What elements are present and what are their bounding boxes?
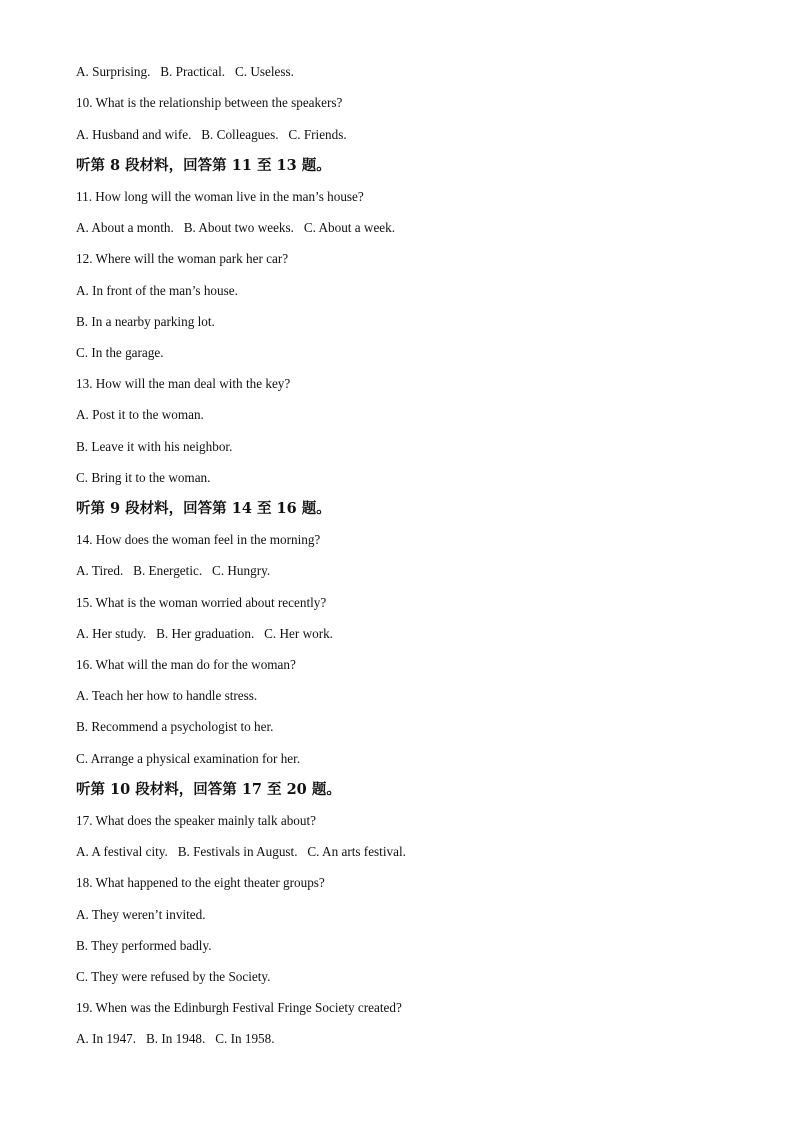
q15-options: A. Her study. B. Her graduation. C. Her work. — [76, 626, 333, 641]
q18-option-a: A. They weren’t invited. — [76, 907, 206, 922]
q18-question: 18. What happened to the eight theater groups? — [76, 875, 325, 890]
q16-question: 16. What will the man do for the woman? — [76, 657, 296, 672]
q16-option-a: A. Teach her how to handle stress. — [76, 688, 258, 703]
q18-option-c: C. They were refused by the Society. — [76, 969, 271, 984]
q11-question: 11. How long will the woman live in the man’s house? — [76, 189, 364, 204]
q17-question: 17. What does the speaker mainly talk about? — [76, 813, 316, 828]
q9-options: A. Surprising. B. Practical. C. Useless. — [76, 64, 294, 79]
q16-option-c: C. Arrange a physical examination for her. — [76, 751, 301, 766]
section-9-heading: 听第 9 段材料，回答第 14 至 16 题。 — [76, 500, 331, 517]
q12-option-b: B. In a nearby parking lot. — [76, 314, 215, 329]
q19-options: A. In 1947. B. In 1948. C. In 1958. — [76, 1031, 275, 1046]
q10-options: A. Husband and wife. B. Colleagues. C. Friends. — [76, 127, 347, 142]
q17-options: A. A festival city. B. Festivals in August. C. An arts festival. — [76, 844, 406, 859]
q12-question: 12. Where will the woman park her car? — [76, 251, 289, 266]
q12-option-c: C. In the garage. — [76, 345, 164, 360]
q13-option-b: B. Leave it with his neighbor. — [76, 439, 233, 454]
q13-option-a: A. Post it to the woman. — [76, 407, 204, 422]
q14-question: 14. How does the woman feel in the morning? — [76, 532, 321, 547]
section-10-heading: 听第 10 段材料，回答第 17 至 20 题。 — [76, 781, 341, 798]
q14-options: A. Tired. B. Energetic. C. Hungry. — [76, 563, 271, 578]
q18-option-b: B. They performed badly. — [76, 938, 212, 953]
q19-question: 19. When was the Edinburgh Festival Fringe Society created? — [76, 1000, 402, 1015]
section-8-heading: 听第 8 段材料，回答第 11 至 13 题。 — [76, 157, 331, 174]
q11-options: A. About a month. B. About two weeks. C. About a week. — [76, 220, 396, 235]
q13-option-c: C. Bring it to the woman. — [76, 470, 211, 485]
q15-question: 15. What is the woman worried about recently? — [76, 595, 327, 610]
q10-question: 10. What is the relationship between the speakers? — [76, 95, 343, 110]
q16-option-b: B. Recommend a psychologist to her. — [76, 719, 274, 734]
q13-question: 13. How will the man deal with the key? — [76, 376, 291, 391]
q12-option-a: A. In front of the man’s house. — [76, 283, 238, 298]
